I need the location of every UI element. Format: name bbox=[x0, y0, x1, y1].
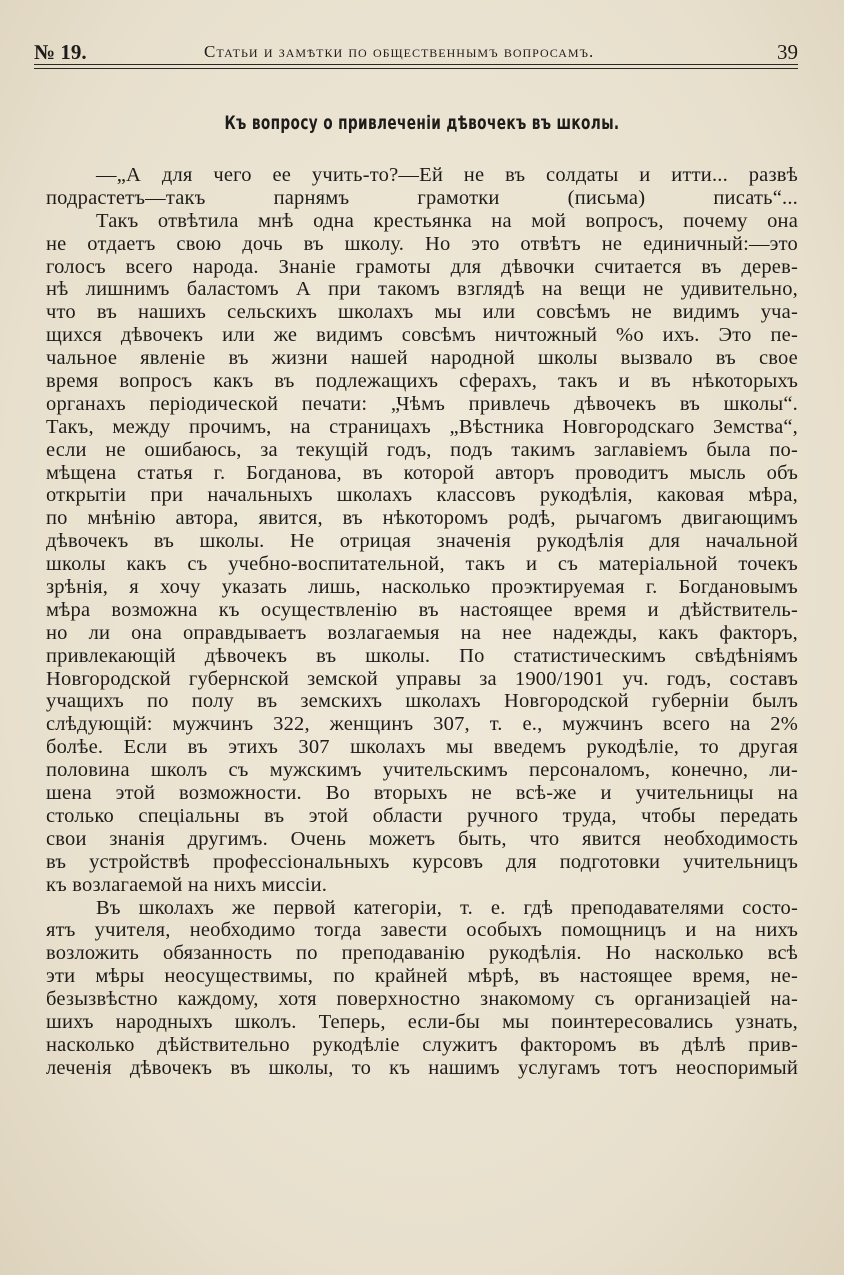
article-body bbox=[46, 164, 798, 1080]
text-line: нѣ лишнимъ баластомъ А при такомъ взглядѣ на вещи не удивительно, bbox=[46, 278, 798, 301]
text-line: свои знанія другимъ. Очень можетъ быть, что явится необходимость bbox=[46, 827, 798, 850]
running-header bbox=[34, 30, 798, 64]
text-line: Такъ, между прочимъ, на страницахъ „Вѣстника Новгородскаго Земства“, bbox=[46, 415, 798, 438]
text-line: леченія дѣвочекъ въ школы, то къ нашимъ услугамъ тотъ неоспоримый bbox=[46, 1056, 798, 1079]
text-line: слѣдующій: мужчинъ 322, женщинъ 307, т. е., мужчинъ всего на 2% bbox=[46, 713, 798, 736]
text-line: учащихъ по полу въ земскихъ школахъ Новгородской губерніи былъ bbox=[46, 690, 798, 713]
text-line: если не ошибаюсь, за текущій годъ, подъ такимъ заглавіемъ была по- bbox=[46, 438, 798, 461]
text-line: голосъ всего народа. Знаніе грамоты для дѣвочки считается въ дерев- bbox=[46, 255, 798, 278]
text-line: по мнѣнію автора, явится, въ нѣкоторомъ родѣ, рычагомъ двигающимъ bbox=[46, 507, 798, 530]
text-line: Новгородской губернской земской управы за 1900/1901 уч. годъ, составъ bbox=[46, 667, 798, 690]
text-line: болѣе. Если въ этихъ 307 школахъ мы введемъ рукодѣліе, то другая bbox=[46, 736, 798, 759]
text-line: школы какъ съ учебно-воспитательной, такъ и съ матеріальной точекъ bbox=[46, 553, 798, 576]
text-line: столько спеціальны въ этой области ручного труда, чтобы передать bbox=[46, 804, 798, 827]
text-line: зрѣнія, я хочу указать лишь, насколько проэктируемая г. Богдановымъ bbox=[46, 576, 798, 599]
text-line: —„А для чего ее учить-то?—Ей не въ солдаты и итти... развѣ bbox=[96, 164, 798, 186]
text-line: Такъ отвѣтила мнѣ одна крестьянка на мой вопросъ, почему она bbox=[96, 209, 798, 232]
header-rule-thin bbox=[34, 68, 798, 69]
text-line: эти мѣры неосуществимы, по крайней мѣрѣ, въ настоящее время, не- bbox=[46, 965, 798, 988]
text-line: щихся дѣвочекъ или же видимъ совсѣмъ ничтожный %о ихъ. Это пе- bbox=[46, 324, 798, 347]
text-line: дѣвочекъ въ школы. Не отрицая значенія рукодѣлія для начальной bbox=[46, 530, 798, 553]
text-line: въ устройствѣ профессіональныхъ курсовъ для подготовки учительницъ bbox=[46, 850, 798, 873]
text-line: шихъ народныхъ школъ. Теперь, если-бы мы поинтересовались узнать, bbox=[46, 1010, 798, 1033]
text-line: чальное явленіе въ жизни нашей народной школы вызвало въ свое bbox=[46, 347, 798, 370]
text-line: мѣра возможна къ осуществленію въ настоящее время и дѣйствитель- bbox=[46, 598, 798, 621]
text-line: что въ нашихъ сельскихъ школахъ мы или совсѣмъ не видимъ уча- bbox=[46, 301, 798, 324]
issue-number: № 19. bbox=[34, 40, 87, 64]
text-line: ятъ учителя, необходимо тогда завести особыхъ помощницъ и на нихъ bbox=[46, 919, 798, 942]
text-line: насколько дѣйствительно рукодѣліе служитъ факторомъ въ дѣлѣ прив- bbox=[46, 1033, 798, 1056]
text-line: мѣщена статья г. Богданова, въ которой авторъ проводитъ мысль объ bbox=[46, 461, 798, 484]
article-title: Къ вопросу о привлеченіи дѣвочекъ въ школы. bbox=[224, 112, 620, 134]
text-line: шена этой возможности. Во вторыхъ не всѣ-же и учительницы на bbox=[46, 782, 798, 805]
text-line: къ возлагаемой на нихъ миссіи. bbox=[46, 873, 328, 896]
page-number: 39 bbox=[777, 40, 798, 64]
text-line: привлекающій дѣвочекъ въ школы. По статистическимъ свѣдѣніямъ bbox=[46, 644, 798, 667]
text-line: открытіи при начальныхъ школахъ классовъ рукодѣлія, каковая мѣра, bbox=[46, 484, 798, 507]
text-line: время вопросъ какъ въ подлежащихъ сферахъ, такъ и въ нѣкоторыхъ bbox=[46, 370, 798, 393]
text-line: половина школъ съ мужскимъ учительскимъ персоналомъ, конечно, ли- bbox=[46, 759, 798, 782]
text-line: не отдаетъ свою дочь въ школу. Но это отвѣтъ не единичный:—это bbox=[46, 232, 798, 255]
text-line: подрастетъ—такъ парнямъ грамотки (письма) писать“... bbox=[46, 186, 798, 209]
text-line: органахъ періодической печати: „Чѣмъ привлечь дѣвочекъ въ школы“. bbox=[46, 392, 798, 415]
text-line: Въ школахъ же первой категоріи, т. е. гдѣ преподавателями состо- bbox=[96, 896, 798, 919]
text-line: возложить обязанность по преподаванію рукодѣлія. Но насколько всѣ bbox=[46, 942, 798, 965]
text-line: но ли она оправдываетъ возлагаемыя на нее надежды, какъ факторъ, bbox=[46, 621, 798, 644]
section-title: Статьи и замѣтки по общественнымъ вопросамъ. bbox=[204, 42, 595, 61]
text-line: безызвѣстно каждому, хотя поверхностно знакомому съ организаціей на- bbox=[46, 988, 798, 1011]
header-rule bbox=[34, 64, 798, 65]
